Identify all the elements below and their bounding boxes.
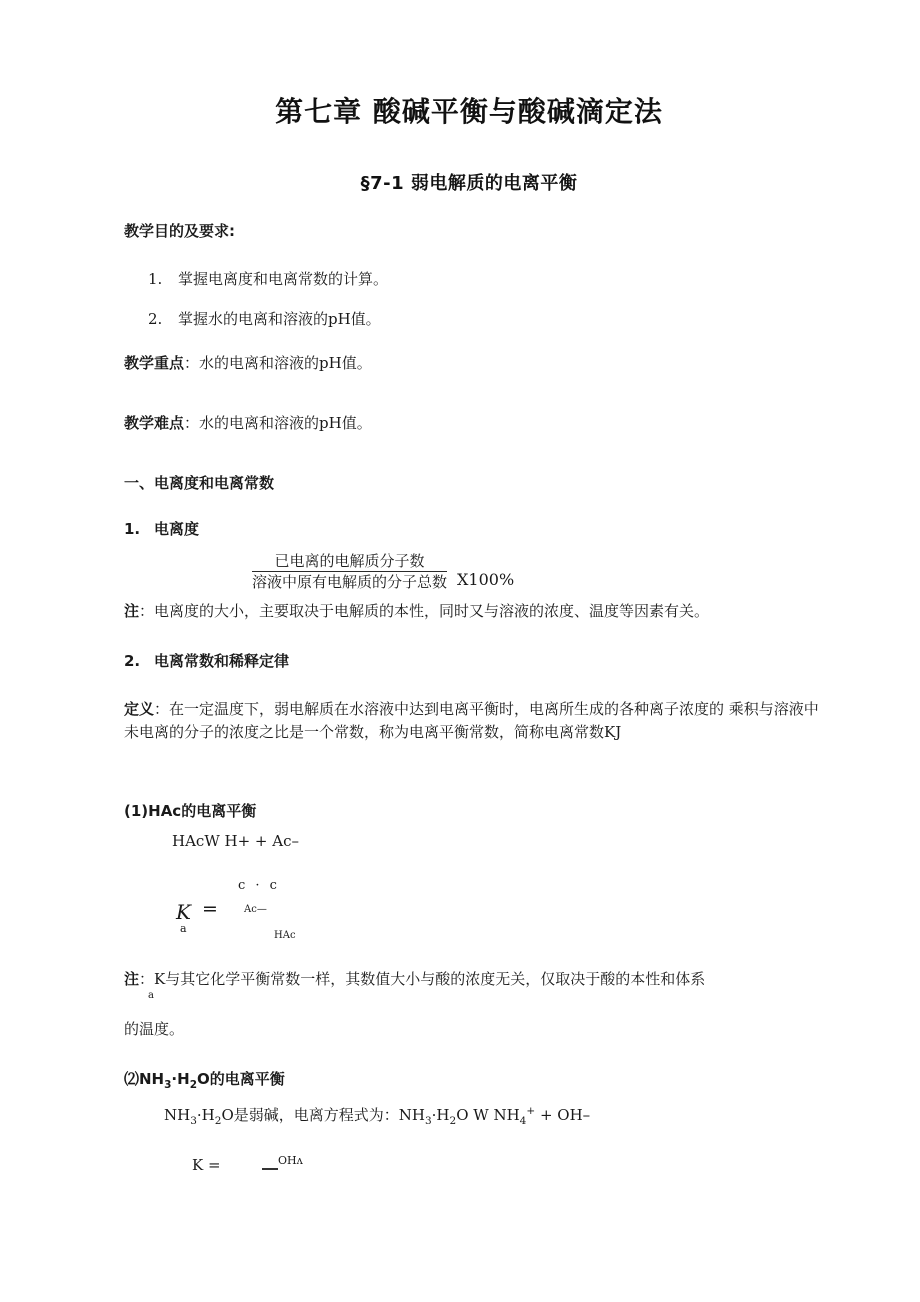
page-subtitle: §7-1 弱电解质的电离平衡 [360, 173, 578, 194]
teaching-aim-heading [124, 220, 235, 241]
ka-ac-fragment: Ac— [244, 904, 267, 915]
teaching-difficulty-label: 教学难点 [124, 414, 185, 432]
ka-note-continuation: 的温度。 [124, 1020, 185, 1038]
teaching-difficulty-line [124, 412, 372, 435]
objective-item-1 [124, 268, 388, 289]
note-label-2: 注 [124, 970, 140, 988]
kb-symbol: K = [192, 1156, 221, 1174]
objective-text-2: 掌握水的电离和溶液的pH值。 [178, 310, 381, 328]
teaching-focus-label: 教学重点 [124, 354, 185, 372]
ka-numerator-fragment: c · c [238, 878, 280, 893]
objective-text-1: 掌握电离度和电离常数的计算。 [178, 270, 389, 288]
subsection-2-title: 电离常数和稀释定律 [154, 652, 290, 670]
teaching-focus-line [124, 352, 372, 375]
fraction-multiplier: X100% [457, 570, 515, 589]
subsection-1-title: 电离度 [154, 520, 200, 538]
definition-paragraph [124, 698, 824, 745]
hac-heading: (1)HAc的电离平衡 [124, 802, 257, 820]
fraction-denominator: 溶液中原有电解质的分子总数 [252, 573, 448, 591]
subsection-1-number: 1. [124, 520, 141, 538]
nh3-heading: $⑵NH_3\cdot H_2O$的电离平衡 [124, 1070, 285, 1091]
kb-oh-fragment: OHʌ [278, 1154, 303, 1167]
page-title: 第七章 酸碱平衡与酸碱滴定法 [275, 95, 663, 128]
teaching-focus-text: ：水的电离和溶液的pH值。 [184, 354, 372, 372]
ka-equals: = [202, 898, 218, 920]
ka-note-subscript: a [148, 990, 154, 1001]
kb-rule [262, 1160, 278, 1170]
section-1-heading: 一、电离度和电离常数 [124, 474, 275, 492]
note-text-1: ：电离度的大小，主要取决于电解质的本性，同时又与溶液的浓度、温度等因素有关。 [139, 602, 710, 620]
subsection-1-heading [124, 518, 199, 539]
definition-text: ：在一定温度下，弱电解质在水溶液中达到电离平衡时，电离所生成的各种离子浓度的 乘积与溶液中未电离的分子的浓度之比是一个常数，称为电离平衡常数，简称电离常数KJ [124, 700, 819, 742]
objective-number-2: 2. [148, 310, 163, 328]
note-label-1: 注 [124, 602, 140, 620]
document-content [124, 0, 819, 1174]
ka-symbol: K [176, 900, 191, 924]
hac-equation: HAcW H+ + Ac– [172, 832, 299, 850]
kb-formula [192, 1154, 412, 1184]
objective-item-2 [124, 308, 381, 329]
definition-label: 定义 [124, 700, 155, 718]
subsection-2-heading [124, 650, 289, 671]
note-text-2: ：K与其它化学平衡常数一样，其数值大小与酸的浓度无关，仅取决于酸的本性和体系 [139, 970, 706, 988]
fraction-numerator: 已电离的电解质分子数 [252, 552, 447, 572]
fraction [252, 552, 447, 591]
teaching-difficulty-text: ：水的电离和溶液的pH值。 [184, 414, 372, 432]
nh3-equation: $NH_3\cdot H_2O$是弱碱，电离方程式为：$NH_3\cdot H_2O$ W $NH_4^+ + OH-$ [164, 1105, 591, 1127]
ionization-degree-formula [252, 552, 514, 591]
objective-number-1: 1. [148, 270, 163, 288]
ka-hac-fragment: HAc [274, 930, 296, 941]
ka-note [124, 968, 824, 1001]
ka-subscript: a [180, 922, 187, 935]
ka-formula [176, 878, 436, 950]
subsection-2-number: 2. [124, 652, 141, 670]
teaching-aim-label: 教学目的及要求: [124, 222, 235, 240]
ionization-degree-note [124, 600, 709, 623]
